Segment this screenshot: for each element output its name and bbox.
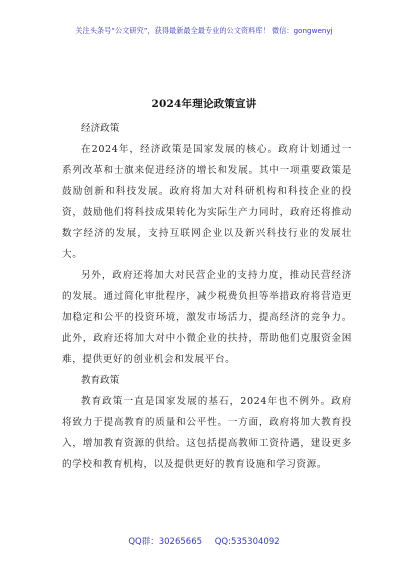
document-title: 2024年理论政策宣讲: [151, 98, 257, 110]
paragraph-economy-2: 另外，政府还将加大对民营企业的支持力度，推动民营经济的发展。通过简化审批程序，减少税费负担等举措政府将营造更加稳定和公平的投资环境，激发市场活力，提高经济的竞争力。此外，政府还将加大对中小微企业的扶持，帮助他们克服资金困难，提供更好的创业机会和发展平台。: [62, 270, 352, 365]
section-heading-economy: 经济政策: [81, 123, 120, 134]
section-heading-education: 教育政策: [81, 375, 120, 386]
paragraph-economy-1: 在2024年，经济政策是国家发展的核心。政府计划通过一系列改革和士旗来促进经济的增长和发展。其中一项重要政策是鼓励创新和科技发展。政府将加大对科研机构和科技企业的投资，鼓励他们将科技成果转化为实际生产力同时，政府还将推动数字经济的发展，支持互联网企业以及新兴科技行业的发展壮大。: [62, 144, 352, 260]
paragraph-education-1: 教育政策一直是国家发展的基石，2024年也不例外。政府将致力于提高教育的质量和公平性。一方面，政府将加大教育投入，增加教育资源的供给。这包括提高教师工资待遇，建设更多的学校和教育机构，以及提供更好的教育设施和学习资源。: [62, 396, 352, 470]
header-promo-note: 关注头条号“公文研究”，获得最新最全最专业的公文资料库！ 微信：gongwenyj: [75, 26, 333, 35]
footer-contact: [0, 535, 408, 547]
qq-group-number: QQ群：30265665: [128, 537, 203, 547]
document-body: [62, 118, 352, 475]
qq-number: QQ:535304092: [214, 537, 280, 547]
